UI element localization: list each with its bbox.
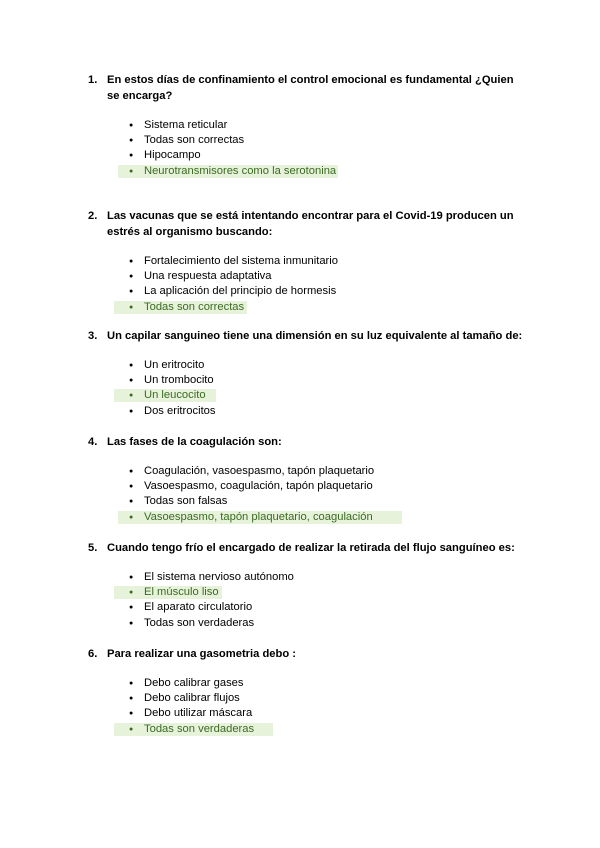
bullet-icon: ● xyxy=(129,122,134,129)
option-item xyxy=(88,464,528,479)
bullet-icon: ● xyxy=(129,574,134,581)
options-list xyxy=(88,118,528,179)
option-item xyxy=(88,373,528,388)
bullet-icon: ● xyxy=(129,288,134,296)
option-label: La aplicación del principio de hormesis xyxy=(144,285,337,298)
option-label: Hipocampo xyxy=(144,149,201,162)
options-list xyxy=(88,464,528,525)
option-item xyxy=(88,570,528,585)
bullet-icon: ● xyxy=(129,377,134,385)
question-1 xyxy=(88,72,528,179)
question-5 xyxy=(88,540,528,631)
options-list xyxy=(88,254,528,315)
option-label: Un leucocito xyxy=(144,389,206,402)
option-item xyxy=(88,676,528,691)
option-item-correct xyxy=(88,510,528,525)
question-4 xyxy=(88,434,528,525)
option-item-correct xyxy=(88,300,528,315)
option-label: Vasoespasmo, tapón plaquetario, coagulación xyxy=(144,510,373,523)
question-number: 5. xyxy=(88,542,98,554)
option-label: Todas son verdaderas xyxy=(144,722,255,735)
bullet-icon: ● xyxy=(129,695,134,703)
bullet-icon: ● xyxy=(129,604,134,612)
option-label: El músculo liso xyxy=(144,586,219,599)
bullet-icon: ● xyxy=(129,303,134,311)
bullet-icon: ● xyxy=(129,258,134,265)
option-label: Sistema reticular xyxy=(144,119,228,131)
option-label: Debo calibrar gases xyxy=(144,677,244,689)
question-number: 4. xyxy=(88,436,98,448)
option-item xyxy=(88,284,528,299)
option-item xyxy=(88,404,528,419)
question-text: En estos días de confinamiento el control emocional es fundamental ¿Quien se encarga? xyxy=(107,74,514,102)
question-text: Las fases de la coagulación son: xyxy=(107,436,282,448)
question-text: Para realizar una gasometria debo : xyxy=(107,648,297,660)
question-heading xyxy=(88,72,528,104)
bullet-icon: ● xyxy=(129,589,134,597)
bullet-icon: ● xyxy=(129,710,134,718)
bullet-icon: ● xyxy=(129,137,134,145)
option-label: Debo utilizar máscara xyxy=(144,707,253,720)
bullet-icon: ● xyxy=(129,392,134,400)
question-text: Un capilar sanguineo tiene una dimensión en su luz equivalente al tamaño de: xyxy=(107,330,523,342)
bullet-icon: ● xyxy=(129,468,134,475)
question-text: Cuando tengo frío el encargado de realizar la retirada del flujo sanguíneo es: xyxy=(107,542,515,554)
option-label: El aparato circulatorio xyxy=(144,601,253,614)
option-label: Coagulación, vasoespasmo, tapón plaquetario xyxy=(144,465,375,477)
bullet-icon: ● xyxy=(129,680,134,687)
bullet-icon: ● xyxy=(129,167,134,175)
options-list xyxy=(88,358,528,419)
option-item xyxy=(88,148,528,163)
question-number: 2. xyxy=(88,210,98,222)
question-heading xyxy=(88,208,528,240)
question-text: Las vacunas que se está intentando encontrar para el Covid-19 producen un estrés al organismo buscando: xyxy=(107,210,514,238)
option-item-correct xyxy=(88,722,528,737)
option-item xyxy=(88,691,528,706)
option-item xyxy=(88,616,528,631)
option-label: Fortalecimiento del sistema inmunitario xyxy=(144,255,338,267)
option-item xyxy=(88,254,528,269)
option-item xyxy=(88,600,528,615)
option-label: Un trombocito xyxy=(144,374,214,387)
bullet-icon: ● xyxy=(129,152,134,160)
bullet-icon: ● xyxy=(129,498,134,506)
question-3 xyxy=(88,328,528,419)
option-label: Neurotransmisores como la serotonina xyxy=(144,164,337,177)
bullet-icon: ● xyxy=(129,513,134,521)
bullet-icon: ● xyxy=(129,483,134,491)
option-item xyxy=(88,479,528,494)
question-2 xyxy=(88,208,528,315)
option-item xyxy=(88,358,528,373)
options-list xyxy=(88,676,528,737)
option-item xyxy=(88,494,528,509)
question-number: 3. xyxy=(88,330,98,342)
option-item xyxy=(88,118,528,133)
option-label: Debo calibrar flujos xyxy=(144,692,240,705)
option-item xyxy=(88,706,528,721)
question-number: 1. xyxy=(88,74,98,86)
option-label: Vasoespasmo, coagulación, tapón plaquetario xyxy=(144,480,373,493)
option-label: Todas son correctas xyxy=(144,134,245,147)
question-heading xyxy=(88,328,528,344)
question-heading xyxy=(88,540,528,556)
options-list xyxy=(88,570,528,631)
bullet-icon: ● xyxy=(129,362,134,369)
option-label: Una respuesta adaptativa xyxy=(144,270,272,283)
option-label: Dos eritrocitos xyxy=(144,404,216,417)
question-number: 6. xyxy=(88,648,98,660)
option-label: Todas son falsas xyxy=(144,495,228,508)
option-label: Todas son correctas xyxy=(144,300,245,313)
bullet-icon: ● xyxy=(129,725,134,733)
question-6 xyxy=(88,646,528,737)
option-label: Todas son verdaderas xyxy=(144,616,255,629)
option-label: Un eritrocito xyxy=(144,359,205,371)
bullet-icon: ● xyxy=(129,619,134,627)
bullet-icon: ● xyxy=(129,407,134,415)
bullet-icon: ● xyxy=(129,273,134,281)
option-item-correct xyxy=(88,164,528,179)
option-item-correct xyxy=(88,388,528,403)
option-item xyxy=(88,133,528,148)
option-item-correct xyxy=(88,585,528,600)
question-heading xyxy=(88,434,528,450)
option-label: El sistema nervioso autónomo xyxy=(144,571,294,583)
option-item xyxy=(88,269,528,284)
question-heading xyxy=(88,646,528,662)
